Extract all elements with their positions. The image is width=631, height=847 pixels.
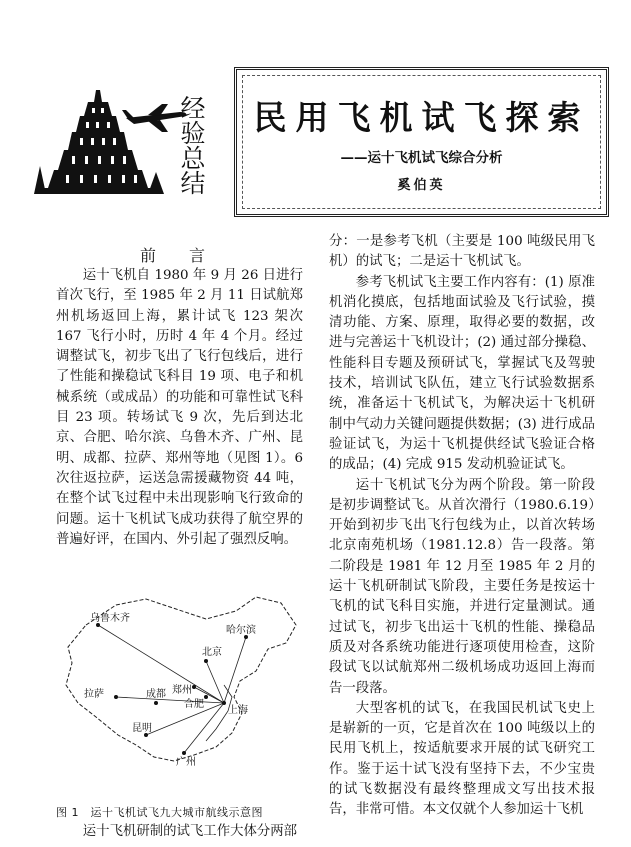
section-heading: 前 言 <box>139 246 220 265</box>
city-marker <box>114 695 118 699</box>
section-tag-char: 验 <box>180 119 206 148</box>
map-label-guangzhou: 广州 <box>176 757 196 768</box>
route-map <box>56 585 306 800</box>
map-label-beijing: 北京 <box>202 647 222 658</box>
paragraph: 运十飞机研制的试飞工作大体分两部 <box>82 824 298 839</box>
paragraph: 运十飞机试飞分为两个阶段。第一阶段是初步调整试飞。从首次滑行（1980.6.19）开始到初步飞出飞行包线为止，以首次转场北京南苑机场（1981.12.8）告一段落。第二阶段是 1981 年 12 月至 1985 年 2 月的运十飞机研制试飞阶段，主要任务是按运十飞机的试飞科目实施，并进行定量测试。通过试飞，初步飞出运十飞机的性能、操稳品质及对各系统功能进行逐项使用检查，这阶段试飞以试航郑州二级机场成功返回上海而告一段落。 <box>329 477 595 696</box>
paragraph: 参考飞机试飞主要工作内容有：(1) 原准机消化摸底，包括地面试验及飞行试验，摸清功能、方案、原理，取得必要的数据，改进与完善运十飞机设计；(2) 通过部分操稳、性能科目专题及预研试飞，掌握试飞及驾驶技术，培训试飞队伍，建立飞行试验数据系统，准备运十飞机试飞，为解决运十飞机研制中气动力关键问题提供数据；(3) 进行成品验证试飞，为运十飞机提供经试飞验证合格的成品；(4) 完成 915 发动机验证试飞。 <box>329 274 595 473</box>
map-label-shanghai: 上海 <box>228 705 248 716</box>
article-subtitle: ——运十飞机试飞综合分析 <box>340 150 503 166</box>
article-author: 奚伯英 <box>397 178 446 193</box>
paragraph: 大型客机的试飞，在我国民机试飞史上是崭新的一页，它是首次在 100 吨级以上的民用飞机上，按适航要求开展的试飞研究工作。鉴于运十试飞没有坚持下去，不少宝贵的试飞数据没有最终整理成文写出技术报告，非常可惜。本文仅就个人参加运十飞机 <box>329 700 595 818</box>
figure-caption: 图 1 运十飞机试飞九大城市航线示意图 <box>56 806 263 819</box>
section-tag-char: 经 <box>180 94 206 123</box>
city-marker <box>204 659 208 663</box>
city-marker <box>204 695 208 699</box>
map-label-zhengzhou: 郑州 <box>172 685 192 696</box>
pagoda-icon <box>34 90 164 194</box>
paragraph: 运十飞机自 1980 年 9 月 26 日进行首次飞行，至 1985 年 2 月 11 日试航郑州机场返回上海，累计试飞 123 架次 167 飞行小时，历时 4 年 4 个月。经过调整试飞，初步飞出了飞行包线后，进行了性能和操稳试飞科目 19 项、电子和机械系统（或成品）的功能和可靠性试飞科目 23 项。转场试飞 9 次，先后到达北京、合肥、哈尔滨、乌鲁木齐、广州、昆明、成都、拉萨、郑州等地（见图 1）。6 次往返拉萨，运送急需援藏物资 44 吨，在整个试飞过程中未出现影响飞行致命的问题。运十飞机试飞成功获得了航空界的普遍好评，在国内、外引起了强烈反响。 <box>56 268 303 547</box>
map-label-kunming: 昆明 <box>132 723 152 734</box>
paragraph: 分：一是参考飞机（主要是 100 吨级民用飞机）的试飞；二是运十飞机试飞。 <box>329 234 595 270</box>
map-label-urumqi: 乌鲁木齐 <box>90 613 130 624</box>
route-line <box>116 697 224 703</box>
section-tag <box>176 96 210 196</box>
title-frame <box>234 67 609 217</box>
section-tag-char: 总 <box>180 144 206 173</box>
left-column-continued <box>56 822 303 842</box>
map-label-lhasa: 拉萨 <box>84 689 104 700</box>
route-line <box>206 661 224 703</box>
map-label-chengdu: 成都 <box>146 689 166 700</box>
section-tag-char: 结 <box>180 169 206 198</box>
route-line <box>224 637 246 703</box>
city-marker <box>192 685 196 689</box>
article-title: 民用飞机试飞探索 <box>253 98 590 137</box>
city-marker <box>222 701 226 705</box>
map-label-harbin: 哈尔滨 <box>226 625 256 636</box>
city-marker <box>154 701 158 705</box>
left-column <box>56 266 303 550</box>
map-label-hefei: 合肥 <box>184 699 204 710</box>
city-marker <box>182 751 186 755</box>
right-column <box>329 232 595 821</box>
